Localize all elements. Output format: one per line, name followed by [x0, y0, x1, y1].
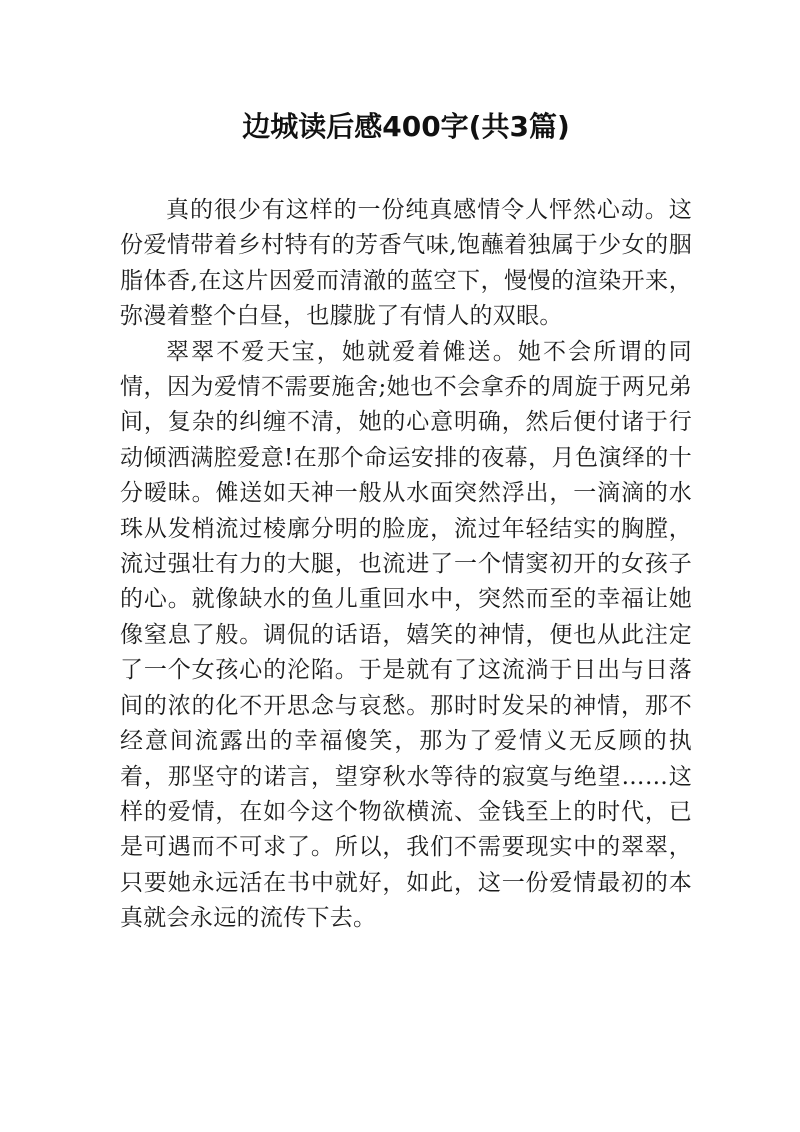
paragraph-2: 翠翠不爱天宝，她就爱着傩送。她不会所谓的同情，因为爱情不需要施舍;她也不会拿乔的周旋于两兄弟间，复杂的纠缠不清，她的心意明确，然后便付诸于行动倾洒满腔爱意!在那个命运安排的夜幕，月色演绎的十分暧昧。傩送如天神一般从水面突然浮出，一滴滴的水珠从发梢流过棱廓分明的脸庞，流过年轻结实的胸膛，流过强壮有力的大腿，也流进了一个情窦初开的女孩子的心。就像缺水的鱼儿重回水中，突然而至的幸福让她像窒息了般。调侃的话语，嬉笑的神情，便也从此注定了一个女孩心的沦陷。于是就有了这流淌于日出与日落间的浓的化不开思念与哀愁。那时时发呆的神情，那不经意间流露出的幸福傻笑，那为了爱情义无反顾的执着，那坚守的诺言，望穿秋水等待的寂寞与绝望……这样的爱情，在如今这个物欲横流、金钱至上的时代，已是可遇而不可求了。所以，我们不需要现实中的翠翠，只要她永远活在书中就好，如此，这一份爱情最初的本真就会永远的流传下去。: [120, 338, 692, 932]
paragraph-1: 真的很少有这样的一份纯真感情令人怦然心动。这份爱情带着乡村特有的芳香气味,饱蘸着独属于少女的胭脂体香,在这片因爱而清澈的蓝空下，慢慢的渲染开来，弥漫着整个白昼，也朦胧了有情人的双眼。: [120, 197, 692, 330]
document-body: [120, 193, 692, 937]
document-title: 边城读后感400字(共3篇): [242, 110, 570, 143]
